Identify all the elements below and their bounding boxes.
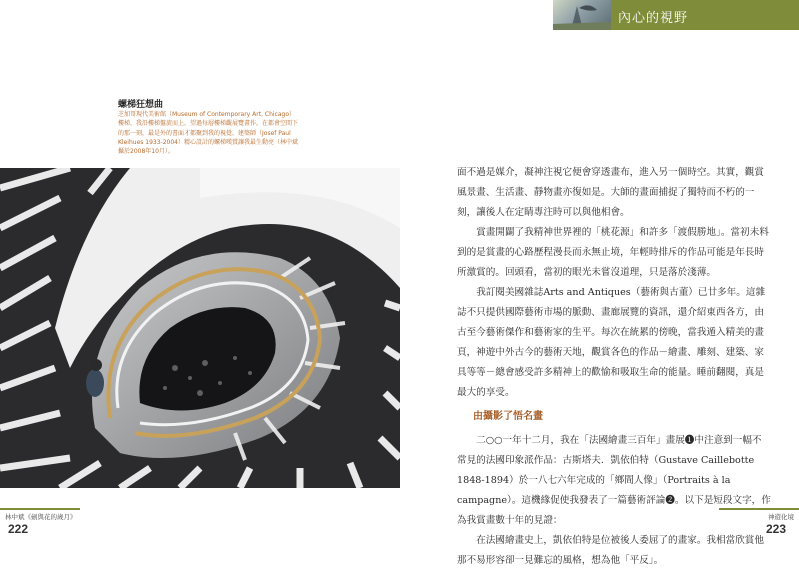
header-thumbnail-image <box>553 0 611 30</box>
footer-rule-left <box>0 508 80 510</box>
section-title: 內心的視野 <box>618 11 689 26</box>
body-paragraph: 賞畫開闢了我精神世界裡的「桃花源」和許多「渡假勝地」。當初未料到的是賞畫的心路歷程漫長而永無止境，年輕時排斥的作品可能是年長時所激賞的。回頭看，當初的眼光未嘗沒道理，只是落於淺薄。 <box>457 227 769 278</box>
body-paragraph: 在法國繪畫史上，凱依伯特是位被後人委屈了的畫家。我相當欣賞他那不易形容卻一見難忘的風格，想為他「平反」。 <box>457 535 764 566</box>
photo-caption-title: 螺梯狂想曲 <box>118 100 164 110</box>
body-paragraph: 我訂閱美國雜誌Arts and Antiques（藝術與古董）已廿多年。這雜誌不只提供國際藝術市場的脈動、畫廊展覽的資訊，還介紹東西各方，由古至今藝術傑作和藝術家的生平。每次在統累的傍晚，當我遁入精美的畫頁，神遊中外古今的藝術天地，觀賞各色的作品－繪畫、雕刻、建築、家具等等－總會感受許多精神上的歡愉和吸取生命的能量。睡前翻閱，真是最大的享受。 <box>457 287 766 398</box>
page-number-left: 222 <box>8 522 29 536</box>
footer-chapter-title: 神遊化境 <box>768 513 794 521</box>
footer-book-title: 林中斌《劍與花的歲月》 <box>5 513 77 521</box>
section-heading: 由攝影了悟名畫 <box>473 411 543 422</box>
body-paragraph: 二○○一年十二月，我在「法國繪畫三百年」畫展❶中注意到一幅不常見的法國印象派作品：古斯塔夫．凱依伯特（Gustave Caillebotte 1848-1894）於一八七六年完成的「鄉間人像」（Portraits à la campagne）。這機緣促使我發表了一篇藝術評論❷。以下是短段文字，作為我賞畫數十年的見證： <box>457 435 771 526</box>
body-paragraph: 面不過是媒介，凝神注視它便會穿透畫布，進入另一個時空。其實，觀賞風景畫、生活畫、靜物畫亦復如是。大師的畫面捕捉了獨特而不朽的一刻，讓後人在定睛專注時可以與他相會。 <box>457 167 764 218</box>
spiral-staircase-photo <box>0 168 400 488</box>
photo-caption-body: 芝加哥現代美術館（Museum of Contemporary Art, Chicago）樓梯，我沿樓梯盤旋而上，望過每層樓梯觀展覽畫作，在都會空間下的那一刻，最是外的書面才都聚到我的視覺。建築師（Josef Paul Kleihues 1933-2004）精心設計的螺梯嘆賞讓我最生動亮（林中斌攝於2008年10月）。 <box>118 111 299 156</box>
page-number-right: 223 <box>766 522 787 536</box>
footer-rule-right <box>719 508 799 510</box>
